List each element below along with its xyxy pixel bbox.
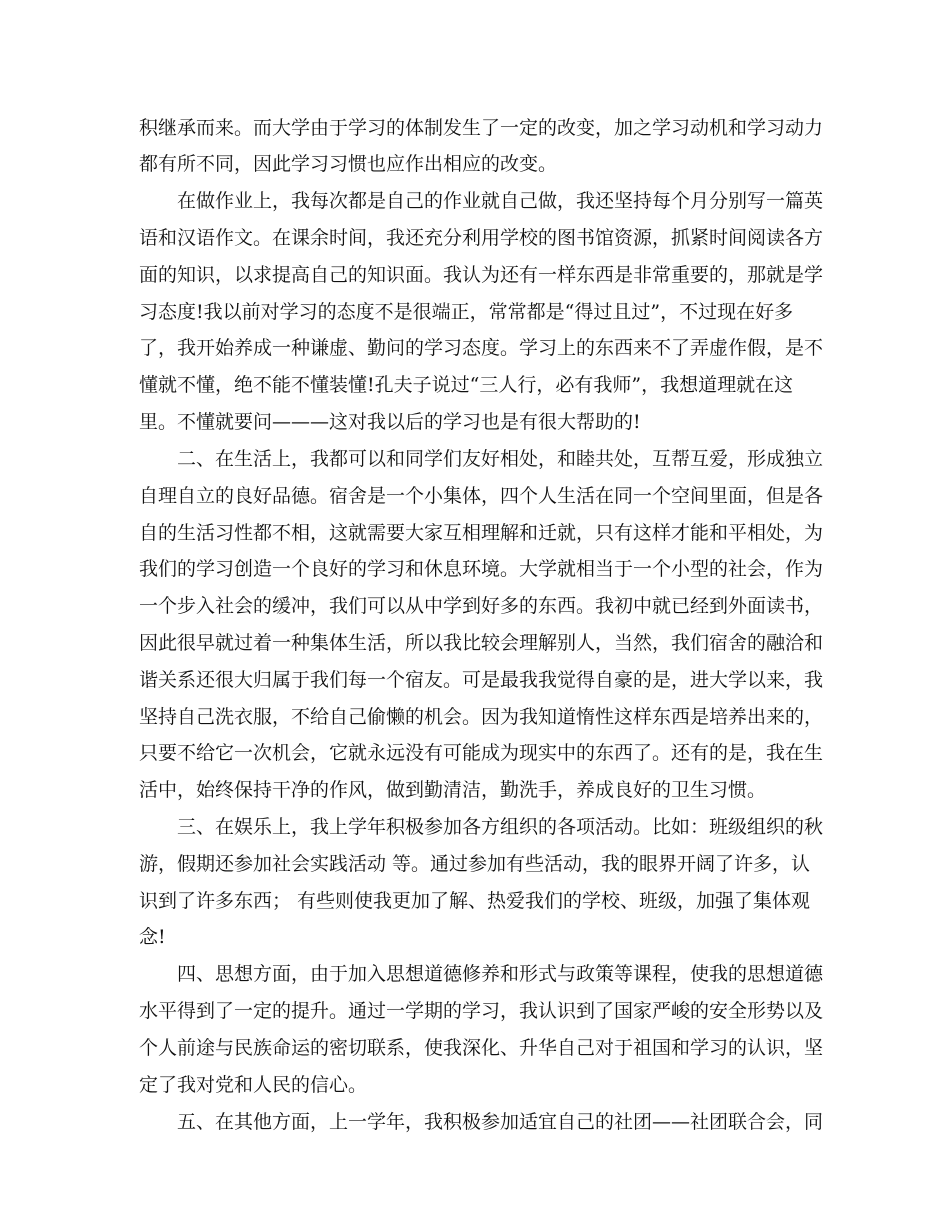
text-line: 个人前途与民族命运的密切联系，使我深化、升华自己对于祖国和学习的认识，坚 [139,1037,824,1059]
text-line: 都有所不同，因此学习习惯也应作出相应的改变。 [139,153,558,175]
text-line: 二、在生活上，我都可以和同学们友好相处，和睦共处，互帮互爱，形成独立 [177,448,824,470]
text-line: 懂就不懂，绝不能不懂装懂!孔夫子说过“三人行，必有我师”，我想道理就在这 [139,374,794,396]
text-line: 定了我对党和人民的信心。 [139,1074,368,1096]
text-line: 只要不给它一次机会，它就永远没有可能成为现实中的东西了。还有的是，我在生 [139,742,824,764]
text-line: 语和汉语作文。在课余时间，我还充分利用学校的图书馆资源，抓紧时间阅读各方 [139,227,824,249]
text-line: 积继承而来。而大学由于学习的体制发生了一定的改变，加之学习动机和学习动力 [139,117,824,139]
text-line: 谐关系还很大归属于我们每一个宿友。可是最我我觉得自豪的是，进大学以来，我 [139,669,824,691]
text-line: 念! [139,926,166,948]
text-line: 我们的学习创造一个良好的学习和休息环境。大学就相当于一个小型的社会，作为 [139,558,824,580]
text-line: 在做作业上，我每次都是自己的作业就自己做，我还坚持每个月分别写一篇英 [177,190,824,212]
text-line: 坚持自己洗衣服，不给自己偷懒的机会。因为我知道惰性这样东西是培养出来的， [139,706,824,728]
text-line: 四、思想方面，由于加入思想道德修养和形式与政策等课程，使我的思想道德 [177,963,824,985]
text-line: 自理自立的良好品德。宿舍是一个小集体，四个人生活在同一个空间里面，但是各 [139,485,824,507]
text-line: 习态度!我以前对学习的态度不是很端正，常常都是“得过且过”，不过现在好多 [139,301,794,323]
text-line: 自的生活习性都不相，这就需要大家互相理解和迁就，只有这样才能和平相处，为 [139,522,824,544]
text-line: 活中，始终保持干净的作风，做到勤清洁，勤洗手，养成良好的卫生习惯。 [139,779,767,801]
text-line: 游，假期还参加社会实践活动 等。通过参加有些活动，我的眼界开阔了许多，认 [139,853,811,875]
text-line: 三、在娱乐上，我上学年积极参加各方组织的各项活动。比如：班级组织的秋 [177,816,824,838]
text-line: 面的知识，以求提高自己的知识面。我认为还有一样东西是非常重要的，那就是学 [139,264,824,286]
text-line: 一个步入社会的缓冲，我们可以从中学到好多的东西。我初中就已经到外面读书， [139,595,824,617]
text-line: 水平得到了一定的提升。通过一学期的学习，我认识到了国家严峻的安全形势以及 [139,1000,824,1022]
text-line: 里。不懂就要问———这对我以后的学习也是有很大帮助的! [139,411,641,433]
text-line: 因此很早就过着一种集体生活，所以我比较会理解别人，当然，我们宿舍的融洽和 [139,632,824,654]
text-line: 了，我开始养成一种谦虚、勤问的学习态度。学习上的东西来不了弄虚作假，是不 [139,337,824,359]
text-line: 识到了许多东西； 有些则使我更加了解、热爱我们的学校、班级，加强了集体观 [139,890,811,912]
text-line: 五、在其他方面，上一学年，我积极参加适宜自己的社团——社团联合会，同 [177,1111,824,1133]
